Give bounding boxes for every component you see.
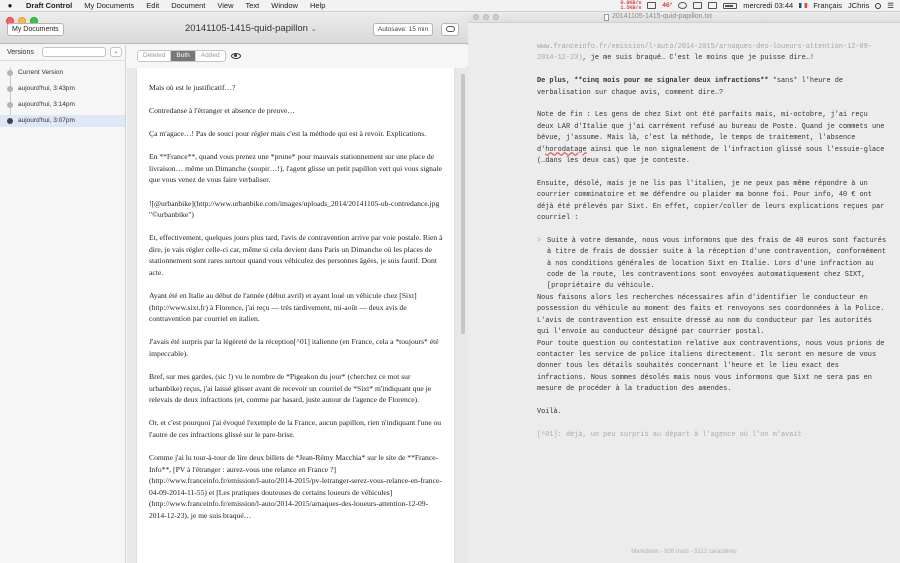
apple-menu-icon[interactable]: ● (7, 1, 13, 10)
blockquote-mark: > (537, 236, 542, 245)
chevron-down-icon[interactable]: ⌄ (110, 47, 122, 57)
minimize-window-button[interactable] (483, 14, 489, 20)
search-icon[interactable] (875, 3, 881, 9)
volume-icon[interactable] (708, 2, 717, 9)
chevron-down-icon: ⌄ (310, 26, 317, 33)
cloud-sync-button[interactable] (441, 23, 459, 36)
version-item[interactable]: aujourd'hui, 3:43pm (0, 83, 125, 95)
version-item[interactable]: aujourd'hui, 3:14pm (0, 99, 125, 111)
menu-bar (0, 0, 900, 12)
menu-window[interactable]: Window (271, 1, 298, 10)
editor-paragraph: www.franceinfo.fr/emission/l-auto/2014-2015/arnaques-des-loueurs-attention-12-09-2014-12-23), je me suis braqué… C'est le moins que je puisse dire…! (537, 43, 872, 63)
editor-paragraph: Ensuite, désolé, mais je ne lis pas l'italien, je ne peux pas même répondre à un courrier comminatoire et me défendre ou plaider ma bonne foi. Pour info, 40 € ont déjà été prélevés par Sixt. En effet, copier/coller de leurs explications reçues par courriel : (537, 179, 885, 223)
diff-mode-added[interactable]: Added (200, 52, 220, 59)
paragraph: En **France**, quand vous prenez une *prune* pour mauvais stationnement sur une place de livraison… même un Dimanche (soupir…!), l'agent glisse un petit papillon vert qui vous signale que vous venez de vous faire verbaliser. (149, 152, 442, 185)
paragraph: Comme j'ai lu tour-à-tour de lire deux billets de *Jean-Rémy Macchia* sur le site de **France-Info**, [PV à l'étranger : aurez-vous une relance en France ?](http://www.franceinfo.fr/emission/l-auto/2014-2015/pv-letranger-serez-vous-relance-en-france-04-09-2014-11-55) et [Les pratiques douteuses de certains loueurs de véhicules](http://www.franceinfo.fr/emission/l-auto/2014-2015/arnaques-des-loueurs-attention-12-09-2014-12-23), je me suis braqué… (149, 453, 442, 521)
version-dot-icon (7, 70, 13, 76)
diff-toolbar (127, 45, 468, 67)
menu-app-name[interactable]: Draft Control (26, 1, 73, 10)
menu-document[interactable]: Document (171, 1, 206, 10)
menu-my-documents[interactable]: My Documents (84, 1, 135, 10)
paragraph: ![@urbanbike](http://www.urbanbike.com/images/uploads_2014/20141105-ub-contredance.jpg "©urbanbike") (149, 198, 440, 220)
document-page[interactable] (136, 68, 455, 563)
menu-edit[interactable]: Edit (146, 1, 160, 10)
flag-icon[interactable] (799, 3, 807, 8)
user-name[interactable]: JChris (848, 1, 870, 10)
paragraph: Mais où est le justificatif…? (149, 83, 236, 92)
document-text (137, 68, 454, 522)
document-scrollbar[interactable] (461, 74, 465, 334)
editor-footnote: [^01]: déjà, un peu surpris au départ à l'agence où l'on m'avait (537, 430, 802, 439)
draft-control-window (0, 12, 468, 563)
version-item-current[interactable]: Current Version (0, 67, 125, 79)
wifi-icon[interactable] (693, 2, 702, 9)
editor-paragraph: Voilà. (537, 407, 562, 416)
zoom-window-button[interactable] (493, 14, 499, 20)
editor-file-name: 20141105-1415-quid-papillon.txt (612, 13, 712, 20)
version-dot-icon (7, 118, 13, 124)
menu-text[interactable]: Text (245, 1, 260, 10)
datetime[interactable]: mercredi 03:44 (743, 1, 794, 10)
document-area (127, 68, 468, 563)
battery-icon[interactable] (723, 3, 737, 9)
paragraph: Or, et c'est pourquoi j'ai évoqué l'exemple de la France, aucun papillon, rien n'indiquant l'une ou l'autre de ces infractions glissé sur le pare-brise. (149, 418, 442, 439)
diff-mode-deleted[interactable]: Deleted (138, 51, 171, 61)
version-dot-icon (7, 86, 13, 92)
versions-sidebar (0, 45, 126, 563)
editor-status-bar: Markdown - 926 mots - 5112 caractères (631, 549, 737, 555)
text-editor-window (468, 12, 900, 563)
input-language[interactable]: Français (813, 1, 842, 10)
editor-paragraph: Nous faisons alors les recherches nécessaires afin d'identifier le conducteur en possession du véhicule au moment des faits et renvoyons ses coordonnées à la Police. L'avis de contravention est ensuite dressé au nom du conducteur par les autorités qui l'envoie au conducteur désigné par courrier postal. Pour toute question ou contestation relative aux contraventions, nous vous prions de contacter les service de police italiens directement. Ils seront en mesure de vous donner tous les détails souhaités concernant l'heure et le lieu exact des infractions. Nous sommes désolés mais nous vous informons que Sixt ne sera pas en mesure de procéder à la traduction des amendes. (537, 293, 885, 394)
document-title[interactable]: 20141105-1415-quid-papillon ⌄ (185, 23, 317, 34)
editor-paragraph: De plus, **cinq mois pour me signaler deux infractions** *sans* l'heure de verbalisation sur chaque avis, comment dire…? (537, 77, 844, 97)
paragraph: Bref, sur mes gardes, (sic !) vu le nombre de *Pigeakon du jour* (cherchez ce mot sur urbanbike) reçus, j'ai laissé glisser avant de recevoir un courriel de *Sixt* m'indiquant que je relevais de deux infractions (et, comme par hasard, juste autour de l'agence de Florence). (149, 372, 432, 405)
eye-icon[interactable] (231, 53, 241, 59)
editor-text[interactable] (537, 42, 887, 453)
version-dot-icon (7, 102, 13, 108)
paragraph: Ça m'agace…! Pas de souci pour régler mais c'est la méthode qui est à revoir. Explications. (149, 129, 427, 139)
file-icon (604, 14, 609, 21)
window-titlebar (0, 12, 468, 44)
paragraph: Contredanse à l'étranger et absence de preuve… (149, 106, 296, 116)
editor-paragraph: Note de fin : Les gens de chez Sixt ont été parfaits mais, mi-octobre, j'ai reçu deux LAR d'Italie que j'ai carrément refusé au bureau de Poste. Quand je commets une bévue, j'assume. Mais là, c'est la méthode, le temps de traitement, l'absence d'horodatage ainsi que le non signalement de l'infraction glissé sous l'essuie-glace (…dans les deux cas) que je conteste. (537, 111, 885, 166)
menu-view[interactable]: View (217, 1, 234, 10)
versions-label: Versions (7, 49, 34, 56)
spelling-error[interactable]: horodatage (545, 145, 587, 154)
network-meter[interactable]: 0.8KB/s 1.5KB/s (620, 0, 642, 11)
my-documents-button[interactable]: My Documents (7, 23, 64, 36)
autosave-button[interactable]: Autosave: 15 min (373, 23, 433, 36)
clock-icon[interactable] (678, 2, 687, 9)
notification-center-icon[interactable]: ☰ (887, 1, 894, 10)
editor-titlebar (468, 12, 900, 23)
versions-header (0, 45, 126, 61)
temperature-readout[interactable]: 46° (662, 2, 673, 9)
version-item-selected[interactable]: aujourd'hui, 3:07pm (0, 115, 125, 127)
close-window-button[interactable] (473, 14, 479, 20)
menu-help[interactable]: Help (309, 1, 326, 10)
editor-url: www.franceinfo.fr/emission/l-auto/2014-2015/arnaques-des-loueurs-attention-12-09-2014-12-23) (537, 43, 872, 63)
dropbox-icon[interactable] (647, 2, 656, 9)
editor-blockquote: > Suite à votre demande, nous vous informons que des frais de 40 euros sont facturés à titre de frais de dossier suite à la réception d'une contravention, conformément à nos conditions générales de location Sixt en Italie. Lors d'une infraction au code de la route, les contraventions sont envoyées automatiquement chez SIXT, [propriétaire du véhicule. (537, 236, 887, 291)
cloud-icon (446, 26, 455, 32)
diff-mode-control (137, 50, 226, 62)
versions-search-input[interactable] (42, 47, 106, 57)
menubar-status-area (620, 1, 900, 11)
paragraph: Et, effectivement, quelques jours plus tard, l'avis de contravention arrive par voie postale. Rien à dire, je vais régler celle-ci car, même si cela devient dans Paris un Dimanche où les places de stationnement sont rares surtout quand vous véhiculez des personnes âgées, je suis fautif. Dont acte. (149, 233, 443, 278)
paragraph: J'avais été surpris par la légèreté de la réception[^01] italienne (en France, cela a *toujours* été impeccable). (149, 337, 439, 358)
diff-mode-both[interactable]: Both (171, 51, 195, 61)
paragraph: Ayant été en Italie au début de l'année (début avril) et ayant loué un véhicule chez [Sixt](http://www.sixt.fr) à Florence, j'ai reçu — très tardivement, mi-août — deux avis de contravention par courriel en italien. (149, 291, 417, 324)
